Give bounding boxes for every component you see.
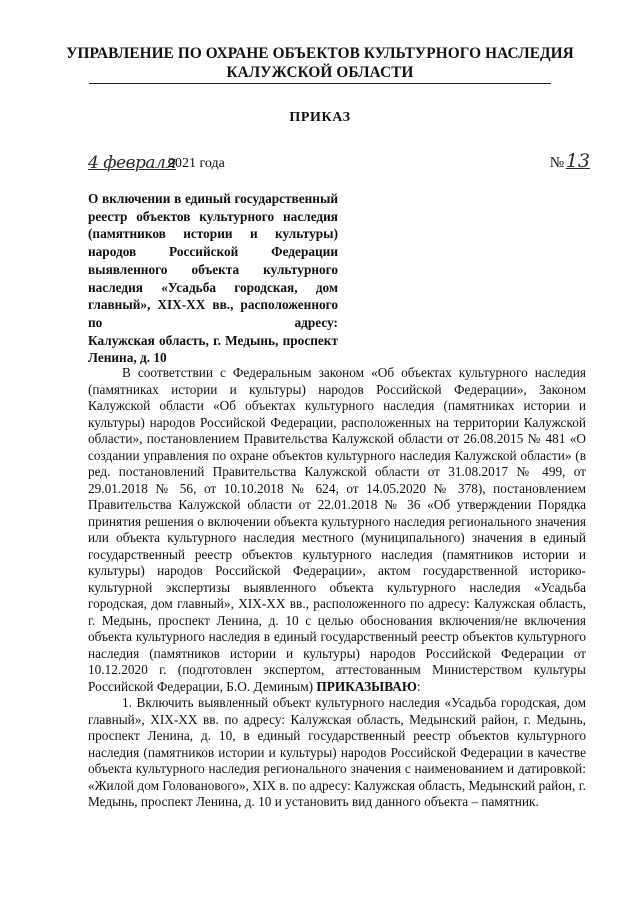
subject-text: О включении в единый государственный реестр объектов культурного наследия (памятников истории и культуры) народов Российской Федерации выявленного объекта культурного наследия «Усадьба городская, дом главный», XIX-XX вв., расположенного по адресу: [88,191,338,330]
handwritten-date: 4 февраля [88,153,177,173]
order-body [88,365,586,811]
organization-name-line2: КАЛУЖСКОЙ ОБЛАСТИ [89,63,551,84]
decree-colon: : [416,678,421,694]
preamble-text: В соответствии с Федеральным законом «Об объектах культурного наследия (памятниках истории и культуры) народов Российской Федерации», Законом Калужской области «Об объектах культурного наследия (памятниках истории и культуры) народов Российской Федерации, расположенных на территории Калужской области», постановлением Правительства Калужской области от 26.08.2015 № 481 «О создании управления по охране объектов культурного наследия Калужской области» (в ред. постановлений Правительства Калужской области от 31.08.2017 № 499, от 29.01.2018 № 56, от 10.10.2018 № 624, от 14.05.2020 № 378), постановлением Правительства Калужской области от 22.01.2018 № 36 «Об утверждении Порядка принятия решения о включении объекта культурного наследия регионального значения или объекта культурного наследия местного (муниципального) значения в единый государственный реестр объектов культурного наследия (памятников истории и культуры) народов Российской Федерации», актом государственной историко-культурной экспертизы выявленного объекта культурного наследия «Усадьба городская, дом главный», XIX-XX вв., расположенного по адресу: Калужская область, г. Медынь, проспект Ленина, д. 10 с целью обоснования включения/не включения объекта культурного наследия в единый государственный реестр объектов культурного наследия (памятников истории и культуры) народов Российской Федерации от 10.12.2020 г. (подготовлен экспертом, аттестованным Министерством культуры Российской Федерации, Б.О. Деминым) [88,365,586,694]
decree-word: ПРИКАЗЫВАЮ [316,678,417,694]
item-1-paragraph: 1. Включить выявленный объект культурного наследия «Усадьба городская, дом главный», XIX-XX вв. по адресу: Калужская область, Медынский район, г. Медынь, проспект Ленина, д. 10, в единый государственный реестр объектов культурного наследия (памятников истории и культуры) народов Российской Федерации в качестве объекта культурного наследия регионального значения с наименованием и датировкой: «Жилой дом Голованового», XIX в. по адресу: Калужская область, Медынский район, г. Медынь, проспект Ленина, д. 10 и установить вид данного объекта – памятник. [88,695,586,809]
subject-last-line: Калужская область, г. Медынь, проспект Ленина, д. 10 [88,332,338,366]
organization-header [0,44,640,84]
date-number-row [88,150,598,177]
order-title: ПРИКАЗ [289,110,351,125]
order-subject [88,190,338,367]
date-year: 2021 года [168,156,225,171]
handwritten-number: 13 [565,150,590,172]
organization-name-line1: УПРАВЛЕНИЕ ПО ОХРАНЕ ОБЪЕКТОВ КУЛЬТУРНОГО НАСЛЕДИЯ [66,45,574,62]
preamble-paragraph [88,365,586,695]
number-label: № [549,155,564,171]
